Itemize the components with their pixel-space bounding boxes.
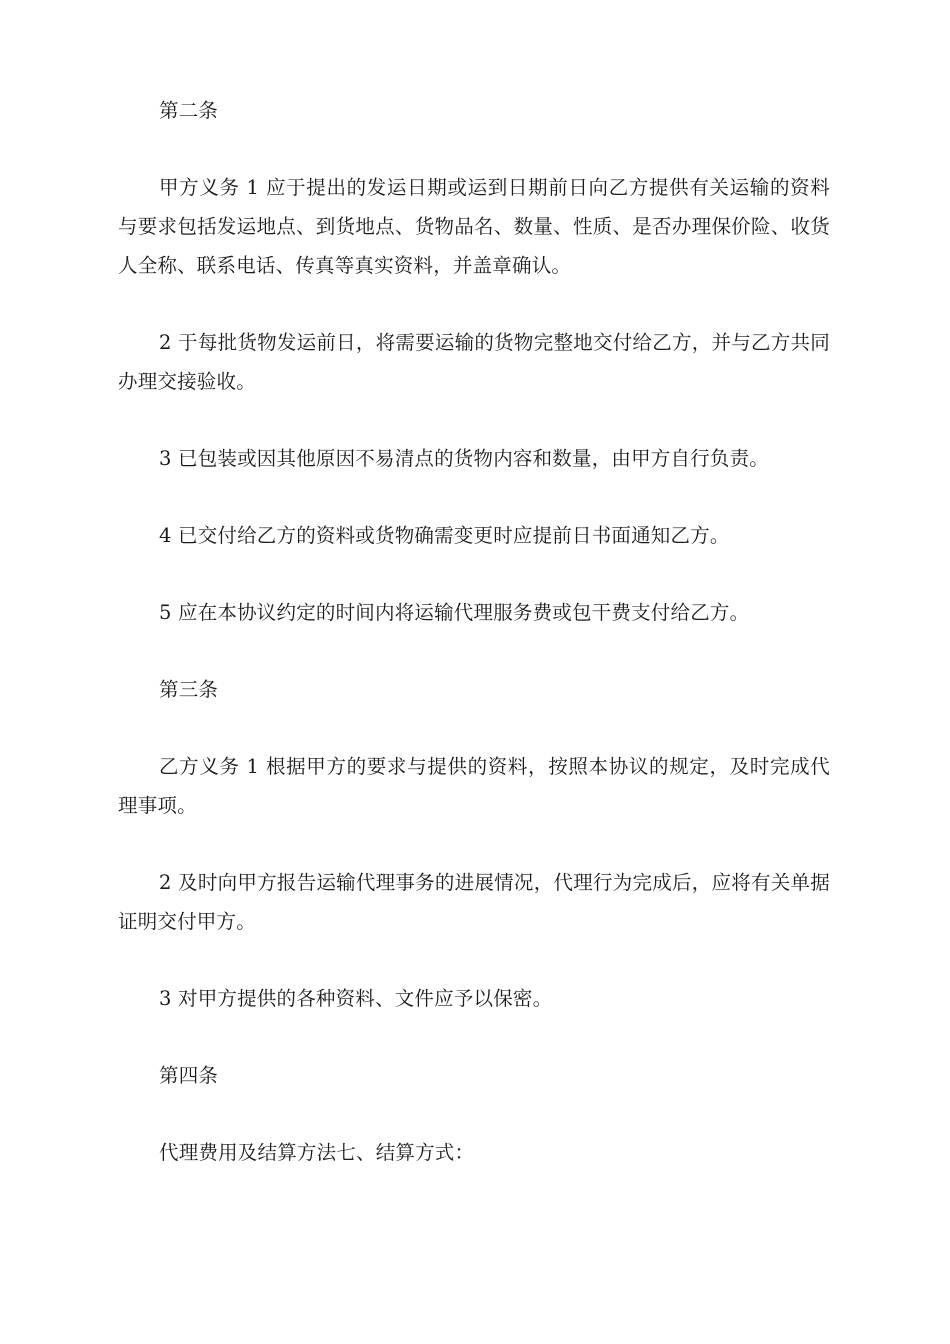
party-a-obligation-2: 2 于每批货物发运前日，将需要运输的货物完整地交付给乙方，并与乙方共同办理交接验收。 xyxy=(118,331,830,393)
party-a-obligation-5: 5 应在本协议约定的时间内将运输代理服务费或包干费支付给乙方。 xyxy=(159,601,750,624)
party-b-obligation-1: 乙方义务 1 根据甲方的要求与提供的资料，按照本协议的规定，及时完成代理事项。 xyxy=(118,755,830,817)
article-heading-4: 第四条 xyxy=(159,1064,219,1087)
party-a-obligation-4: 4 已交付给乙方的资料或货物确需变更时应提前日书面通知乙方。 xyxy=(159,524,730,547)
party-a-obligation-1: 甲方义务 1 应于提出的发运日期或运到日期前日向乙方提供有关运输的资料与要求包括发运地点、到货地点、货物品名、数量、性质、是否办理保价险、收货人全称、联系电话、传真等真实资料，并盖章确认。 xyxy=(118,176,830,277)
party-a-obligation-3: 3 已包装或因其他原因不易清点的货物内容和数量，由甲方自行负责。 xyxy=(159,447,770,470)
document-body xyxy=(118,91,830,1172)
party-b-obligation-3: 3 对甲方提供的各种资料、文件应予以保密。 xyxy=(159,987,553,1010)
fees-settlement-paragraph: 代理费用及结算方法七、结算方式： xyxy=(159,1141,475,1164)
article-heading-3: 第三条 xyxy=(159,678,219,701)
article-heading-2: 第二条 xyxy=(159,99,219,122)
party-b-obligation-2: 2 及时向甲方报告运输代理事务的进展情况，代理行为完成后，应将有关单据证明交付甲方。 xyxy=(118,871,830,933)
